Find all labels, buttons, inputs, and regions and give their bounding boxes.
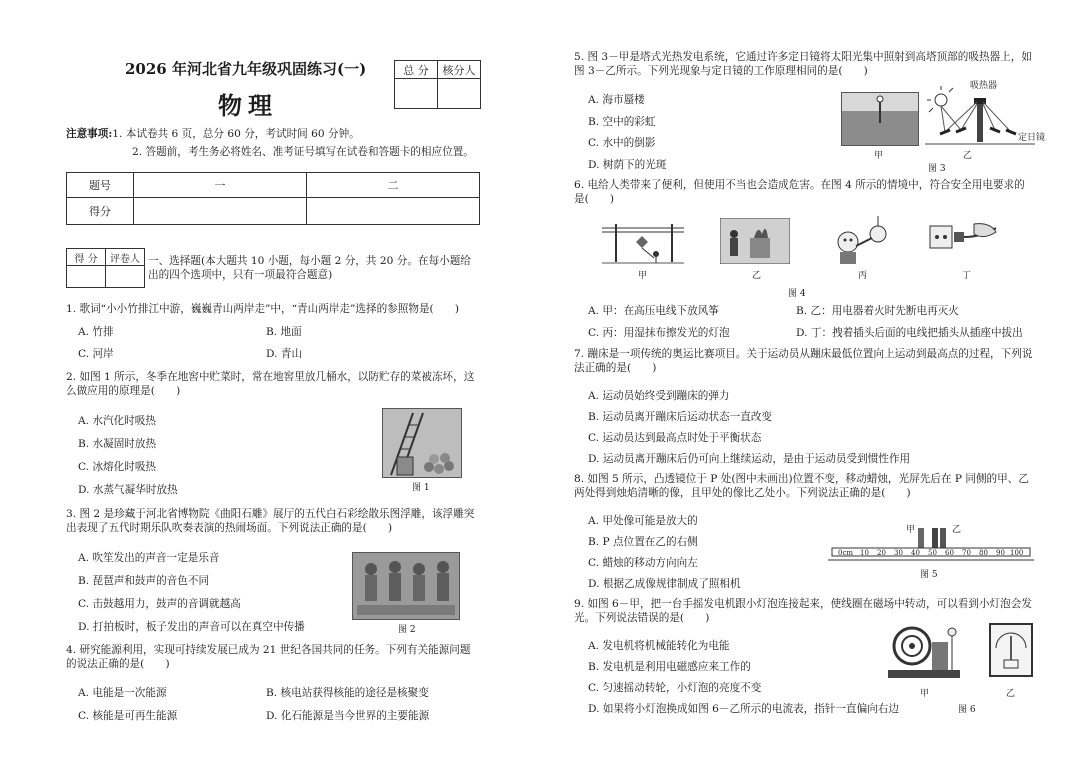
q7-option-d[interactable]: D. 运动员离开蹦床后仍可向上继续运动，是由于运动员受到惯性作用 xyxy=(588,453,911,465)
q3-option-c[interactable]: C. 击鼓越用力，鼓声的音调就越高 xyxy=(78,598,241,610)
q1-option-d[interactable]: D. 青山 xyxy=(266,348,303,360)
q5-option-c[interactable]: C. 水中的倒影 xyxy=(588,137,656,149)
figure-6a-generator xyxy=(886,622,962,682)
q3-option-a[interactable]: A. 吹笙发出的声音一定是乐音 xyxy=(78,552,220,564)
exam-title: 2026 年河北省九年级巩固练习(一) xyxy=(125,60,367,78)
score-table-part2: 二 xyxy=(307,173,480,198)
q2-option-c[interactable]: C. 冰熔化时吸热 xyxy=(78,461,157,473)
q4-stem: 4. 研究能源利用，实现可持续发展已成为 21 世纪各国共同的任务。下列有关能源问题的说法正确的是( ) xyxy=(66,644,471,670)
q4-option-b[interactable]: B. 核电站获得核能的途径是核聚变 xyxy=(266,687,429,699)
notes-label: 注意事项: xyxy=(66,128,113,140)
figure-5-ruler-ticks xyxy=(838,549,1024,559)
q2-stem: 2. 如图 1 所示，冬季在地窖中贮菜时，常在地窖里放几桶水，以防贮存的菜被冻坏，这么做应用的原理是( ) xyxy=(66,371,475,397)
ruler-tick-40: 40 xyxy=(911,549,920,557)
q8-option-a[interactable]: A. 甲处像可能是放大的 xyxy=(588,515,698,527)
note-1: 1. 本试卷共 6 页，总分 60 分，考试时间 60 分钟。 xyxy=(112,128,360,140)
q7-option-c[interactable]: C. 运动员达到最高点时处于平衡状态 xyxy=(588,432,762,444)
notes xyxy=(66,127,360,141)
q6-option-b[interactable]: B. 乙：用电器着火时先断电再灭火 xyxy=(796,305,959,317)
q5-option-d[interactable]: D. 树荫下的光斑 xyxy=(588,159,667,171)
figure-4-caption: 图 4 xyxy=(788,289,806,299)
figure-4c-bulb xyxy=(826,216,896,266)
ruler-tick-30: 30 xyxy=(894,549,903,557)
figure-4d-plug xyxy=(924,218,998,264)
total-score-cell[interactable] xyxy=(395,79,438,109)
figure-1-caption: 图 1 xyxy=(412,483,430,493)
ruler-tick-50: 50 xyxy=(928,549,937,557)
q6-option-a[interactable]: A. 甲：在高压电线下放风筝 xyxy=(588,305,719,317)
q2-option-a[interactable]: A. 水汽化时吸热 xyxy=(78,415,156,427)
q9-option-d[interactable]: D. 如果将小灯泡换成如图 6－乙所示的电流表，指针一直偏向右边 xyxy=(588,703,899,715)
ruler-tick-70: 70 xyxy=(962,549,971,557)
figure-6-sub-a: 甲 xyxy=(920,689,930,699)
subject-title: 物理 xyxy=(218,91,278,120)
section1-score-cell[interactable] xyxy=(67,266,106,288)
q9-stem: 9. 如图 6－甲，把一台手摇发电机跟小灯泡连接起来，使线圈在磁场中转动，可以看到小灯泡会发光。下列说法错误的是( ) xyxy=(574,598,1032,624)
q9-option-b[interactable]: B. 发电机是利用电磁感应来工作的 xyxy=(588,661,751,673)
q6-option-c[interactable]: C. 丙：用湿抹布擦发光的灯泡 xyxy=(588,327,730,339)
section1-heading: 一、选择题(本大题共 10 小题，每小题 2 分，共 20 分。在每小题给出的四个选项中，只有一项最符合题意) xyxy=(148,255,471,281)
q1-option-c[interactable]: C. 河岸 xyxy=(78,348,114,360)
score-table-qno: 题号 xyxy=(67,173,134,198)
ruler-tick-20: 20 xyxy=(877,549,886,557)
figure-6-caption: 图 6 xyxy=(958,705,976,715)
score-table-part1: 一 xyxy=(134,173,307,198)
q2-option-b[interactable]: B. 水凝固时放热 xyxy=(78,438,157,450)
score-table xyxy=(66,172,480,225)
ruler-tick-100: 100 xyxy=(1010,549,1024,557)
score-table-score-label: 得分 xyxy=(67,198,134,225)
q8-option-c[interactable]: C. 蜡烛的移动方向向左 xyxy=(588,557,698,569)
figure-5-screen-a-label: 甲 xyxy=(906,525,916,535)
q7-option-b[interactable]: B. 运动员离开蹦床后运动状态一直改变 xyxy=(588,411,773,423)
heliostat-label: 定日镜 xyxy=(1018,133,1046,143)
q7-stem: 7. 蹦床是一项传统的奥运比赛项目。关于运动员从蹦床最低位置向上运动到最高点的过程，下列说法正确的是( ) xyxy=(574,348,1033,374)
q7-option-a[interactable]: A. 运动员始终受到蹦床的弹力 xyxy=(588,390,730,402)
q4-option-c[interactable]: C. 核能是可再生能源 xyxy=(78,710,178,722)
q3-stem: 3. 图 2 是珍藏于河北省博物院《曲阳石雕》展厅的五代白石彩绘散乐图浮雕，该浮雕突出表现了五代时期乐队吹奏表演的热闹场面。下列说法正确的是( ) xyxy=(66,508,475,534)
q1-option-a[interactable]: A. 竹排 xyxy=(78,326,114,338)
figure-4b-fire xyxy=(720,218,790,264)
figure-3-solar-photo xyxy=(841,92,919,146)
q5-stem: 5. 图 3－甲是塔式光热发电系统，它通过许多定日镜将太阳光集中照射到高塔顶部的吸热器上，如图 3－乙所示。下列光现象与定日镜的工作原理相同的是( ) xyxy=(574,51,1032,77)
q1-option-b[interactable]: B. 地面 xyxy=(266,326,302,338)
figure-2-relief-image xyxy=(352,552,460,620)
figure-4a-kite xyxy=(602,218,684,264)
ruler-tick-0: 0cm xyxy=(838,549,854,557)
q4-option-a[interactable]: A. 电能是一次能源 xyxy=(78,687,167,699)
solar-field-illustration xyxy=(842,93,918,145)
figure-2-caption: 图 2 xyxy=(398,625,416,635)
q3-option-d[interactable]: D. 打拍板时，板子发出的声音可以在真空中传播 xyxy=(78,621,305,633)
checker-cell[interactable] xyxy=(438,79,481,109)
absorber-label: 吸热器 xyxy=(970,81,998,91)
figure-5-caption: 图 5 xyxy=(920,570,938,580)
ruler-tick-60: 60 xyxy=(945,549,954,557)
q9-option-a[interactable]: A. 发电机将机械能转化为电能 xyxy=(588,640,730,652)
q2-option-d[interactable]: D. 水蒸气凝华时放热 xyxy=(78,484,178,496)
section1-score-header: 得 分 xyxy=(67,249,106,266)
q6-stem: 6. 电给人类带来了便利，但使用不当也会造成危害。在图 4 所示的情境中，符合安全用电要求的是( ) xyxy=(574,179,1025,205)
total-score-header: 总 分 xyxy=(395,61,438,79)
figure-4-sub-a: 甲 xyxy=(638,271,648,281)
ruler-tick-80: 80 xyxy=(979,549,988,557)
figure-3-sub-a: 甲 xyxy=(874,151,884,161)
section1-reviewer-header: 评卷人 xyxy=(106,249,145,266)
total-score-box xyxy=(394,60,481,109)
right-page xyxy=(540,0,1080,765)
ruler-tick-90: 90 xyxy=(996,549,1005,557)
figure-4-sub-c: 丙 xyxy=(858,271,868,281)
score-table-score-2[interactable] xyxy=(307,198,480,225)
relief-illustration xyxy=(353,553,459,619)
section1-reviewer-cell[interactable] xyxy=(106,266,145,288)
figure-3-sub-b: 乙 xyxy=(963,151,973,161)
q8-stem: 8. 如图 5 所示，凸透镜位于 P 处(图中未画出)位置不变，移动蜡烛，光屏先后在 P 同侧的甲、乙两处得到烛焰清晰的像，且甲处的像比乙处小。下列说法正确的是( ) xyxy=(574,473,1029,499)
q6-option-d[interactable]: D. 丁：拽着插头后面的电线把插头从插座中拔出 xyxy=(796,327,1023,339)
figure-4-sub-b: 乙 xyxy=(752,271,762,281)
note-2: 2. 答题前，考生务必将姓名、准考证号填写在试卷和答题卡的相应位置。 xyxy=(132,146,474,158)
cellar-illustration xyxy=(383,409,461,477)
q9-option-c[interactable]: C. 匀速摇动转轮，小灯泡的亮度不变 xyxy=(588,682,762,694)
q5-option-b[interactable]: B. 空中的彩虹 xyxy=(588,116,656,128)
score-table-score-1[interactable] xyxy=(134,198,307,225)
q3-option-b[interactable]: B. 琵琶声和鼓声的音色不同 xyxy=(78,575,210,587)
q1-stem: 1. 歌词“小小竹排江中游，巍巍青山两岸走”中，“青山两岸走”选择的参照物是( ) xyxy=(66,303,459,315)
ruler-tick-10: 10 xyxy=(860,549,869,557)
figure-3-caption: 图 3 xyxy=(928,164,946,174)
figure-4-sub-d: 丁 xyxy=(962,271,972,281)
figure-5-screen-b-label: 乙 xyxy=(952,525,962,535)
checker-header: 核分人 xyxy=(438,61,481,79)
q8-option-d[interactable]: D. 根据乙成像规律制成了照相机 xyxy=(588,578,741,590)
q5-option-a[interactable]: A. 海市蜃楼 xyxy=(588,94,645,106)
figure-1-cellar-image xyxy=(382,408,462,478)
figure-6-sub-b: 乙 xyxy=(1006,689,1016,699)
section1-score-box xyxy=(66,248,145,288)
q8-option-b[interactable]: B. P 点位置在乙的右侧 xyxy=(588,536,698,548)
q4-option-d[interactable]: D. 化石能源是当今世界的主要能源 xyxy=(266,710,430,722)
figure-6b-ammeter xyxy=(988,620,1034,680)
